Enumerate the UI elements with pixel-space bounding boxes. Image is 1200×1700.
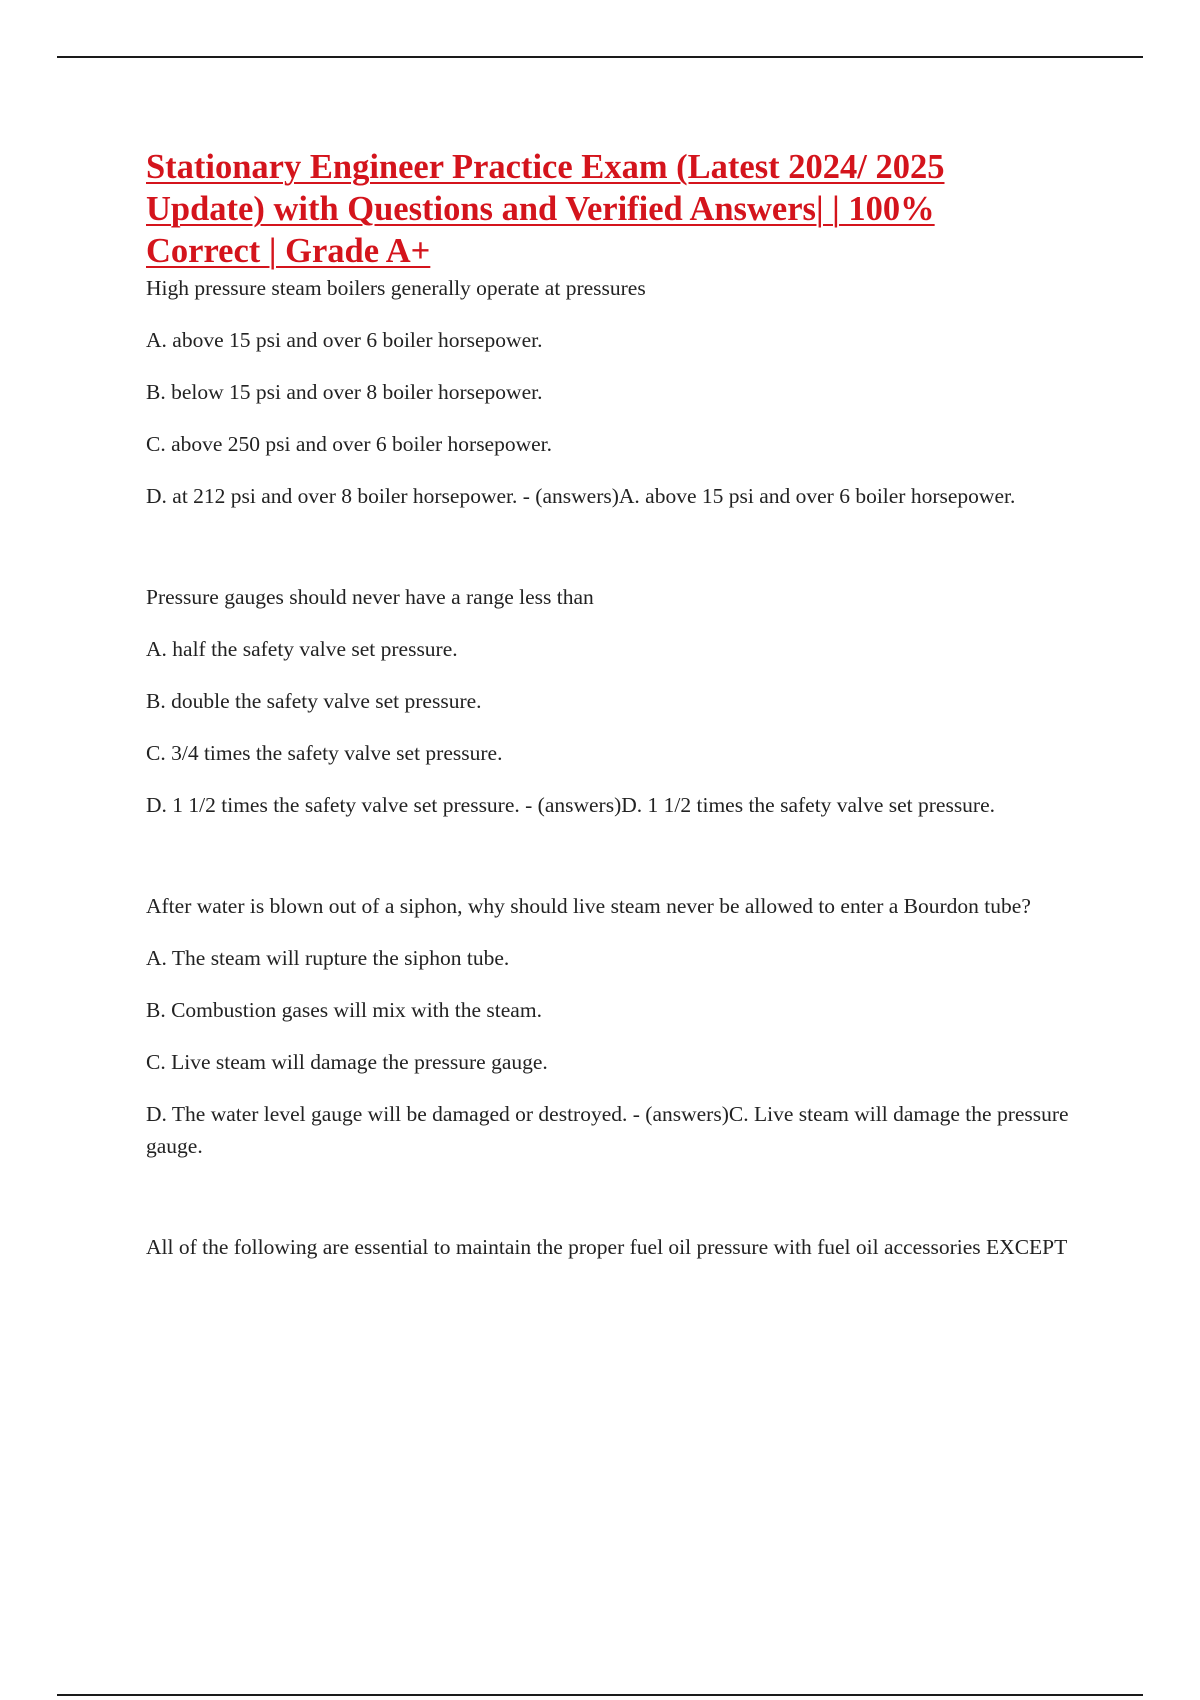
option-d-answer: D. The water level gauge will be damaged or destroyed. - (answers)C. Live steam will damage the pressure gauge. (146, 1102, 1069, 1158)
bottom-rule (57, 1694, 1143, 1696)
question-text: After water is blown out of a siphon, why should live steam never be allowed to enter a Bourdon tube? (146, 894, 1031, 918)
option-c: C. Live steam will damage the pressure gauge. (146, 1050, 548, 1074)
option-a: A. half the safety valve set pressure. (146, 637, 458, 661)
question-1 (146, 272, 1096, 512)
question-3 (146, 890, 1096, 1162)
question-4 (146, 1231, 1096, 1263)
option-b: B. Combustion gases will mix with the steam. (146, 998, 542, 1022)
option-c: C. above 250 psi and over 6 boiler horsepower. (146, 432, 553, 456)
option-d-answer: D. 1 1/2 times the safety valve set pressure. - (answers)D. 1 1/2 times the safety valve set pressure. (146, 793, 996, 817)
option-a: A. above 15 psi and over 6 boiler horsepower. (146, 328, 543, 352)
top-rule (57, 56, 1143, 58)
option-b: B. double the safety valve set pressure. (146, 689, 482, 713)
option-c: C. 3/4 times the safety valve set pressure. (146, 741, 503, 765)
question-text: High pressure steam boilers generally operate at pressures (146, 276, 646, 300)
document-title: Stationary Engineer Practice Exam (Latest 2024/ 2025 Update) with Questions and Verified Answers| | 100% Correct | Grade A+ (146, 148, 945, 270)
option-d-answer: D. at 212 psi and over 8 boiler horsepower. - (answers)A. above 15 psi and over 6 boiler horsepower. (146, 484, 1016, 508)
option-b: B. below 15 psi and over 8 boiler horsepower. (146, 380, 543, 404)
question-text: Pressure gauges should never have a range less than (146, 585, 594, 609)
question-2 (146, 581, 1096, 821)
option-a: A. The steam will rupture the siphon tube. (146, 946, 510, 970)
question-text: All of the following are essential to maintain the proper fuel oil pressure with fuel oil accessories EXCEPT (146, 1235, 1068, 1259)
document-content (146, 146, 1096, 1263)
